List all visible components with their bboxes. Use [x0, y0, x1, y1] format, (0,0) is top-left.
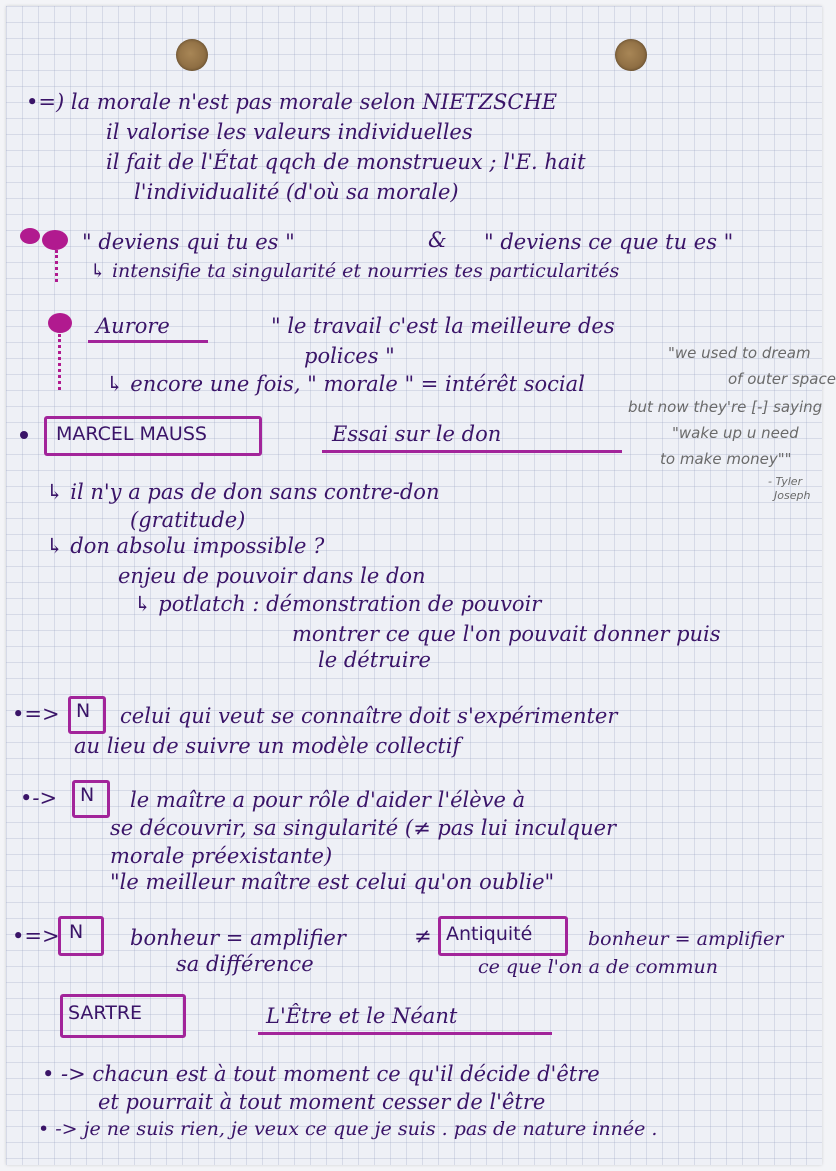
- n3-antiquite-b: ce que l'on a de commun: [478, 956, 719, 978]
- quote-deviens-ce-que: " deviens ce que tu es ": [484, 230, 734, 254]
- n2-line-a: le maître a pour rôle d'aider l'élève à: [130, 788, 526, 812]
- mauss-title-underline: [322, 450, 622, 453]
- notebook-page: [6, 6, 836, 1165]
- intensifie-line: ↳ intensifie ta singularité et nourries tes particularités: [90, 260, 620, 282]
- sartre-book-title: L'Être et le Néant: [266, 1004, 458, 1028]
- sartre-name: SARTRE: [68, 1002, 143, 1024]
- ampersand: &: [428, 228, 447, 252]
- pin-line-icon: [58, 334, 61, 390]
- sartre-bullet-1b: et pourrait à tout moment cesser de l'être: [98, 1090, 546, 1114]
- n2-line-d: "le meilleur maître est celui qu'on oublie": [110, 870, 555, 894]
- mauss-bullet-2: ↳ don absolu impossible ?: [46, 534, 325, 558]
- n3-bonheur-a: bonheur = amplifier: [130, 926, 346, 950]
- mauss-bullet-4: ↳ potlatch : démonstration de pouvoir: [134, 592, 542, 616]
- nietzsche-line-3: il fait de l'État qqch de monstrueux ; l'E. hait: [106, 150, 586, 174]
- aurore-quote-a: " le travail c'est la meilleure des: [271, 314, 615, 338]
- n3-antiquite-a: bonheur = amplifier: [588, 928, 784, 950]
- antiquite-label: Antiquité: [446, 923, 533, 945]
- punch-hole-right: [615, 39, 647, 71]
- n1-prefix: •=>: [12, 702, 60, 726]
- margin-note-line-3: but now they're [-] saying: [628, 398, 823, 416]
- bullet-dot: [20, 431, 28, 439]
- nietzsche-line-2: il valorise les valeurs individuelles: [106, 120, 473, 144]
- sartre-bullet-2: • -> je ne suis rien, je veux ce que je suis . pas de nature innée .: [38, 1118, 658, 1140]
- n1-line-a: celui qui veut se connaître doit s'expérimenter: [120, 704, 618, 728]
- mauss-bullet-1b: (gratitude): [130, 508, 246, 532]
- mauss-bullet-3: enjeu de pouvoir dans le don: [118, 564, 426, 588]
- pin-head-icon: [48, 313, 72, 333]
- aurore-underline: [88, 340, 208, 343]
- aurore-morale-line: ↳ encore une fois, " morale " = intérêt social: [106, 372, 585, 396]
- margin-note-line-2: of outer space: [728, 370, 836, 388]
- n3-prefix: •=>: [12, 924, 60, 948]
- margin-note-line-1: "we used to dream: [668, 344, 811, 362]
- mauss-bullet-5: montrer ce que l'on pouvait donner puis: [292, 622, 721, 646]
- n-badge: N: [69, 921, 84, 943]
- n2-line-c: morale préexistante): [110, 844, 333, 868]
- nietzsche-line-4: l'individualité (d'où sa morale): [134, 180, 459, 204]
- quote-deviens-qui: " deviens qui tu es ": [82, 230, 295, 254]
- n3-bonheur-b: sa différence: [176, 952, 314, 976]
- margin-note-line-7: Joseph: [774, 489, 811, 502]
- n-badge: N: [80, 784, 95, 806]
- pin-head-icon: [20, 228, 40, 244]
- margin-note-line-5: to make money"": [660, 450, 792, 468]
- n1-line-b: au lieu de suivre un modèle collectif: [74, 734, 461, 758]
- mauss-bullet-1: ↳ il n'y a pas de don sans contre-don: [46, 480, 440, 504]
- margin-note-line-4: "wake up u need: [672, 424, 799, 442]
- aurore-label: Aurore: [96, 314, 170, 338]
- n2-prefix: •->: [20, 786, 58, 810]
- nietzsche-line-1: •=) la morale n'est pas morale selon NIETZSCHE: [26, 90, 558, 114]
- neq-sign: ≠: [414, 924, 432, 948]
- punch-hole-left: [176, 39, 208, 71]
- sartre-bullet-1a: • -> chacun est à tout moment ce qu'il décide d'être: [42, 1062, 600, 1086]
- aurore-quote-b: polices ": [304, 344, 395, 368]
- n-badge: N: [76, 700, 91, 722]
- mauss-bullet-6: le détruire: [318, 648, 431, 672]
- pin-head-icon: [42, 230, 68, 250]
- pin-line-icon: [55, 250, 58, 282]
- mauss-essai-title: Essai sur le don: [332, 422, 502, 446]
- mauss-name: MARCEL MAUSS: [56, 423, 207, 445]
- n2-line-b: se découvrir, sa singularité (≠ pas lui inculquer: [110, 816, 617, 840]
- sartre-title-underline: [258, 1032, 552, 1035]
- margin-note-line-6: - Tyler: [768, 475, 803, 488]
